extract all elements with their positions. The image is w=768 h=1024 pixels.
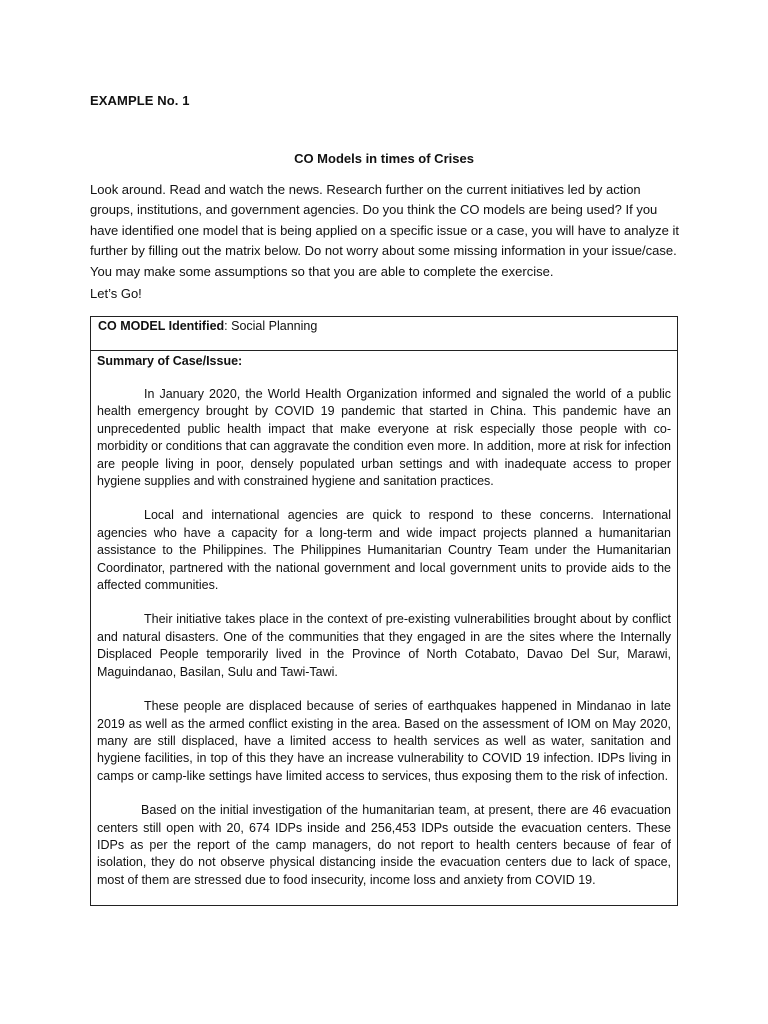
summary-row <box>91 351 677 889</box>
summary-paragraph-1: In January 2020, the World Health Organization informed and signaled the world of a public health emergency brought by COVID 19 pandemic that started in China. This pandemic have an unprecedented public health impact that make everyone at risk especially those people with co-morbidity or conditions that can aggravate the condition even more. In addition, more at risk for infection are people living in poor, densely populated urban settings and with inadequate access to proper hygiene supplies and with constrained hygiene and sanitation practices. <box>97 387 671 489</box>
analysis-matrix <box>90 316 678 906</box>
co-model-row <box>91 317 677 351</box>
summary-paragraph-3: Their initiative takes place in the context of pre-existing vulnerabilities brought about by conflict and natural disasters. One of the communities that they engaged in are the sites where the Internally Displaced People temporarily lived in the Province of North Cotabato, Davao Del Sur, Marawi, Maguindanao, Basilan, Sulu and Tawi-Tawi. <box>97 612 671 679</box>
summary-paragraph-4: These people are displaced because of series of earthquakes happened in Mindanao in late 2019 as well as the armed conflict existing in the area. Based on the assessment of IOM on May 2020, many are still displaced, have a limited access to health services as well as water, sanitation and hygiene facilities, in top of this they have an increase vulnerability to COVID 19 infection. IDPs living in camps or camp-like settings have limited access to services, thus exposing them to the risk of infection. <box>97 699 671 783</box>
summary-paragraph-2: Local and international agencies are quick to respond to these concerns. International agencies who have a capacity for a long-term and wide impact projects planned a humanitarian assistance to the Philippines. The Philippines Humanitarian Country Team under the Humanitarian Coordinator, partnered with the national government and local government units to provide aids to the affected communities. <box>97 508 671 593</box>
summary-label: Summary of Case/Issue: <box>97 354 243 368</box>
summary-paragraph-5: Based on the initial investigation of the humanitarian team, at present, there are 46 evacuation centers still open with 20, 674 IDPs inside and 256,453 IDPs outside the evacuation centers. These IDPs as per the report of the camp managers, do not report to health centers because of fear of isolation, they do not observe physical distancing inside the evacuation centers due to lack of space, most of them are stressed due to food insecurity, income loss and anxiety from COVID 19. <box>97 803 671 887</box>
co-model-label: CO MODEL Identified <box>98 319 225 333</box>
lets-go-text: Let’s Go! <box>90 286 142 301</box>
co-model-value: : Social Planning <box>224 319 318 333</box>
example-label: EXAMPLE No. 1 <box>90 93 190 108</box>
document-title: CO Models in times of Crises <box>294 151 474 166</box>
intro-paragraph: Look around. Read and watch the news. Research further on the current initiatives led by action groups, institutions, and government agencies. Do you think the CO models are being used? If you have identified one model that is being applied on a specific issue or a case, you will have to analyze it further by filling out the matrix below. Do not worry about some missing information in your issue/case. You may make some assumptions so that you are able to complete the exercise. <box>90 182 679 279</box>
